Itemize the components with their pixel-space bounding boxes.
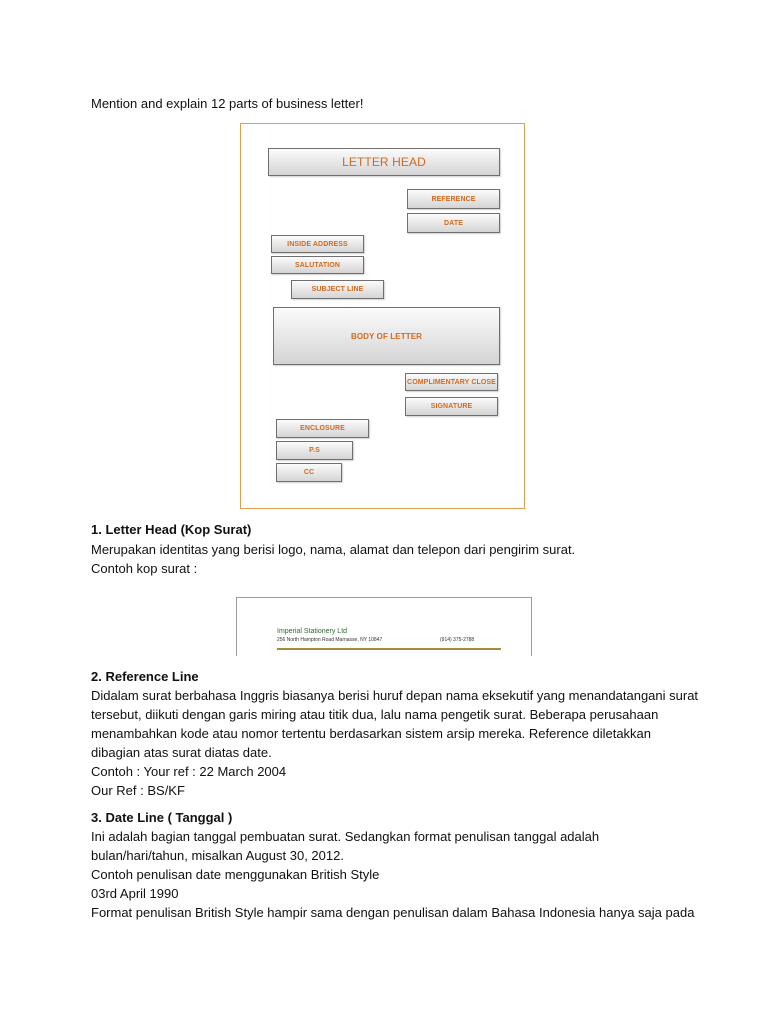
section-2-heading: 2. Reference Line bbox=[91, 669, 199, 684]
signature-box: SIGNATURE bbox=[405, 397, 498, 416]
salutation-box: SALUTATION bbox=[271, 256, 364, 274]
section-3-line-5: Format penulisan British Style hampir sama dengan penulisan dalam Bahasa Indonesia hanya saja pada bbox=[91, 905, 695, 920]
section-1-example-label: Contoh kop surat : bbox=[91, 561, 198, 576]
business-letter-diagram bbox=[240, 123, 525, 509]
section-3-line-1: Ini adalah bagian tanggal pembuatan surat. Sedangkan format penulisan tanggal adalah bbox=[91, 829, 600, 844]
section-2-line-5: Contoh : Your ref : 22 March 2004 bbox=[91, 764, 287, 779]
ps-box: P.S bbox=[276, 441, 353, 460]
section-2-line-6: Our Ref : BS/KF bbox=[91, 783, 185, 798]
enclosure-box: ENCLOSURE bbox=[276, 419, 369, 438]
kop-surat-example bbox=[236, 597, 532, 656]
section-2-line-4: dibagian atas surat diatas date. bbox=[91, 745, 272, 760]
date-box: DATE bbox=[407, 213, 500, 233]
section-2-line-1: Didalam surat berbahasa Inggris biasanya berisi huruf depan nama eksekutif yang menandatangani surat bbox=[91, 688, 699, 703]
section-3-line-3: Contoh penulisan date menggunakan British Style bbox=[91, 867, 380, 882]
inside-address-box: INSIDE ADDRESS bbox=[271, 235, 364, 253]
kop-phone: (914) 375-2788 bbox=[440, 637, 475, 643]
section-3-heading: 3. Date Line ( Tanggal ) bbox=[91, 810, 233, 825]
section-3-line-4: 03rd April 1990 bbox=[91, 886, 179, 901]
section-3-line-2: bulan/hari/tahun, misalkan August 30, 2012. bbox=[91, 848, 344, 863]
kop-company-name: Imperial Stationery Ltd bbox=[277, 628, 348, 635]
kop-divider bbox=[277, 648, 501, 650]
section-1-heading: 1. Letter Head (Kop Surat) bbox=[91, 522, 252, 537]
section-2-line-2: tersebut, diikuti dengan garis miring atau titik dua, lalu nama pengetik surat. Beberapa perusahaan bbox=[91, 707, 659, 722]
complimentary-close-box: COMPLIMENTARY CLOSE bbox=[405, 373, 498, 391]
reference-box: REFERENCE bbox=[407, 189, 500, 209]
section-1-text: Merupakan identitas yang berisi logo, nama, alamat dan telepon dari pengirim surat. bbox=[91, 542, 576, 557]
cc-box: CC bbox=[276, 463, 342, 482]
question-text: Mention and explain 12 parts of business letter! bbox=[91, 96, 364, 111]
kop-address: 256 North Hampton Road Marnasse, NY 10847 bbox=[277, 637, 383, 643]
body-of-letter-box: BODY OF LETTER bbox=[273, 307, 500, 365]
letter-head-box: LETTER HEAD bbox=[268, 148, 500, 176]
subject-line-box: SUBJECT LINE bbox=[291, 280, 384, 299]
section-2-line-3: menambahkan kode atau nomor tertentu berdasarkan sistem arsip mereka. Reference diletakkan bbox=[91, 726, 652, 741]
